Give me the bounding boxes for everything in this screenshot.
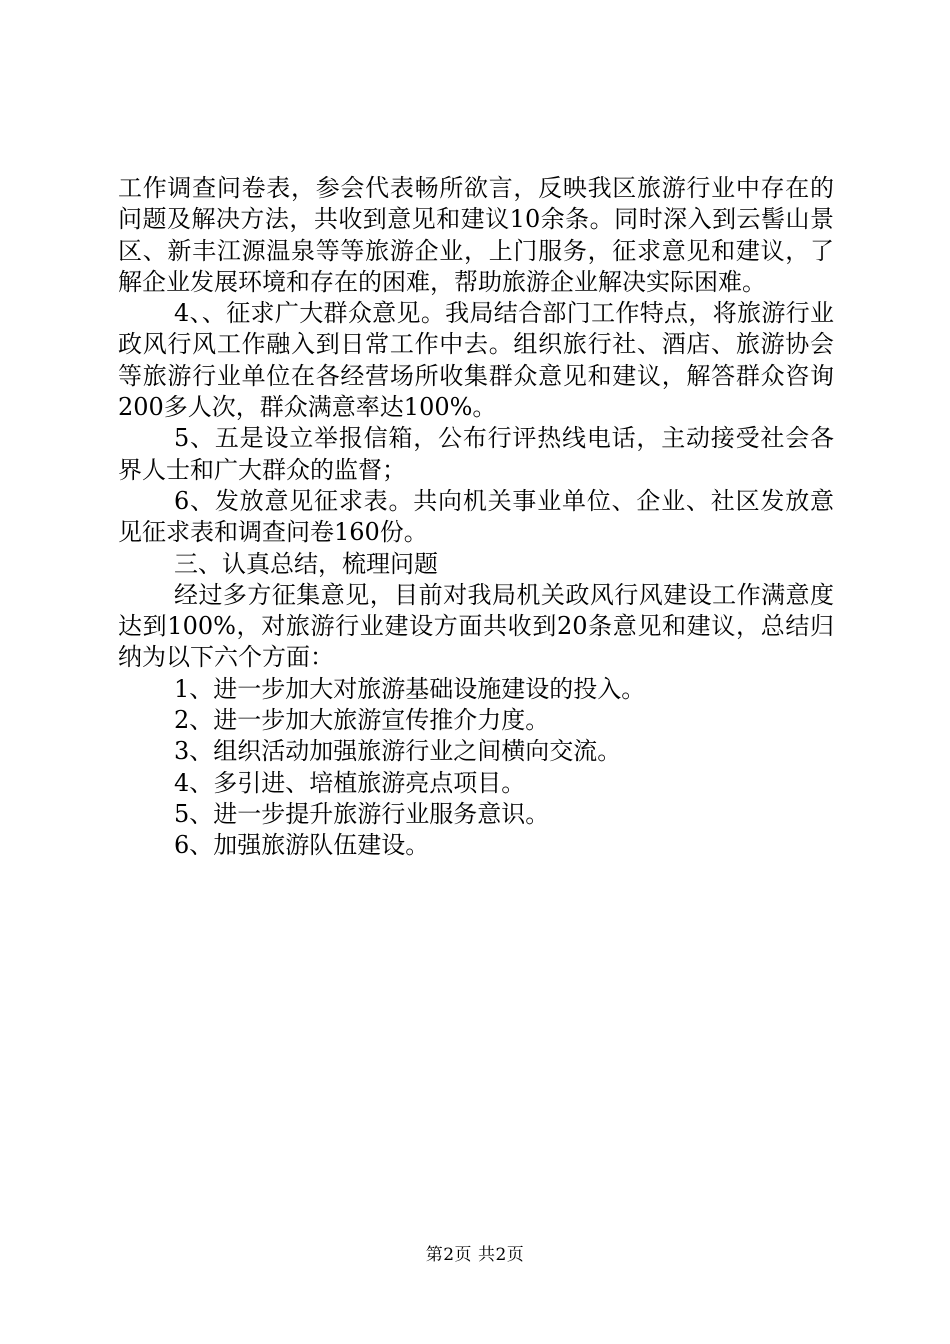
- paragraph-summary: 经过多方征集意见，目前对我局机关政风行风建设工作满意度达到100%，对旅游行业建设方面共收到20条意见和建议，总结归纳为以下六个方面：: [118, 580, 834, 672]
- list-item-4: 4、多引进、培植旅游亮点项目。: [174, 768, 526, 797]
- section-heading-summary: 三、认真总结，梳理问题: [174, 549, 438, 578]
- page-footer: 第2页 共2页: [425, 1245, 525, 1265]
- list-item-2: 2、进一步加大旅游宣传推介力度。: [174, 706, 550, 735]
- paragraph-survey-continuation: 工作调查问卷表，参会代表畅所欲言，反映我区旅游行业中存在的问题及解决方法，共收到意见和建议10余条。同时深入到云髻山景区、新丰江源温泉等等旅游企业，上门服务，征求意见和建议，了解企业发展环境和存在的困难，帮助旅游企业解决实际困难。: [118, 174, 834, 296]
- paragraph-item-6-questionnaire: 6、发放意见征求表。共向机关事业单位、企业、社区发放意见征求表和调查问卷160份。: [118, 486, 834, 547]
- list-item-3: 3、组织活动加强旅游行业之间横向交流。: [174, 737, 622, 766]
- list-item-1: 1、进一步加大对旅游基础设施建设的投入。: [174, 674, 646, 703]
- document-body: [118, 173, 834, 862]
- list-item-5: 5、进一步提升旅游行业服务意识。: [174, 799, 550, 828]
- paragraph-item-5-report-mailbox: 5、五是设立举报信箱，公布行评热线电话，主动接受社会各界人士和广大群众的监督；: [118, 424, 834, 484]
- list-item-6: 6、加强旅游队伍建设。: [174, 831, 430, 860]
- paragraph-item-4-public-opinion: 4、、征求广大群众意见。我局结合部门工作特点，将旅游行业政风行风工作融入到日常工作中去。组织旅行社、酒店、旅游协会等旅游行业单位在各经营场所收集群众意见和建议，解答群众咨询200多人次，群众满意率达100%。: [118, 299, 834, 422]
